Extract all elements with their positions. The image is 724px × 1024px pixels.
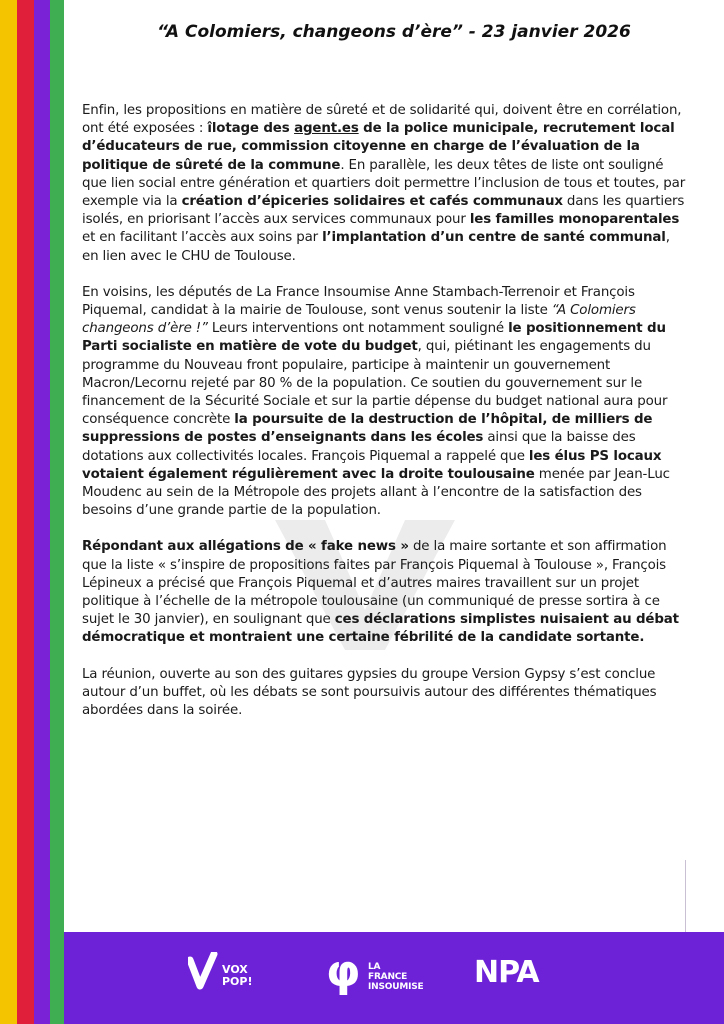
bold-underlined-text: agent.es (294, 121, 359, 137)
vox-v-icon (188, 952, 222, 992)
text-run: , qui, piétinant les engagements du programme du Nouveau front populaire, participe à maintenir un gouvernement Macron/Lecornu rejeté par 80 % de la population. Ce soutien du gouvernement sur le financement de la Sécurité Sociale et sur la partie dépense du budget national aura pour conséquence concrète (82, 339, 668, 428)
stripe-purple (34, 0, 50, 1024)
text-run: . En parallèle, les deux têtes de liste ont souligné que lien social entre génération et quartiers doit permettre l’inclusion de tous et toutes, par exemple via la (82, 157, 686, 210)
vox-pop-logo (188, 952, 258, 1002)
npa-logo: NPA (474, 955, 539, 990)
text-run: En voisins, les députés de La France Insoumise Anne Stambach-Terrenoir et François Piquemal, candidat à la mairie de Toulouse, sont venus soutenir la liste (82, 284, 635, 319)
paragraph (82, 538, 690, 647)
text-run: menée par Jean-Luc Moudenc au sein de la Métropole des projets allant à l’encontre de la satisfaction des besoins d’une grande partie de la population. (82, 466, 670, 519)
italic-text: “A Colomiers changeons d’ère !” (82, 303, 636, 337)
article-body (82, 102, 690, 738)
paragraph (82, 666, 690, 721)
text-run: Leurs interventions ont notamment souligné (207, 321, 509, 337)
stripe-yellow (0, 0, 17, 1024)
bold-text: Répondant aux allégations de « fake news » (82, 539, 409, 555)
text-run: , en lien avec le CHU de Toulouse. (82, 230, 670, 264)
text-run: de la maire sortante et son affirmation que la liste « s’inspire de propositions faites par François Piquemal à Toulouse », François Lépineux a précisé que François Piquemal et d’autres maires travaillent sur un projet politique à l’échelle de la métropole toulousaine (un communiqué de presse sortira à ce sujet le 30 janvier), en soulignant que (82, 539, 667, 628)
stripe-red (17, 0, 34, 1024)
bold-text: la poursuite de la destruction de l’hôpital, de milliers de suppressions de postes d’enseignants dans les écoles (82, 412, 653, 446)
lfi-logo (326, 946, 426, 1004)
bold-text: ces déclarations simplistes nuisaient au débat démocratique et montraient une certaine fébrilité de la candidate sortante. (82, 612, 679, 646)
text-run: ainsi que la baisse des dotations aux collectivités locales. François Piquemal a rappelé que (82, 430, 636, 464)
lfi-text: LA FRANCE INSOUMISE (368, 962, 424, 992)
paragraph (82, 284, 690, 521)
page-title: “A Colomiers, changeons d’ère” - 23 janvier 2026 (157, 22, 631, 42)
text-run: Enfin, les propositions en matière de sûreté et de solidarité qui, doivent être en corrélation, ont été exposées : (82, 103, 682, 137)
bold-text: création d’épiceries solidaires et cafés communaux (181, 194, 563, 210)
bold-text: îlotage des (207, 121, 295, 137)
bold-text: le positionnement du Parti socialiste en matière de vote du budget (82, 321, 666, 355)
paragraph (82, 102, 690, 266)
divider-line (685, 860, 686, 932)
footer-banner (64, 932, 724, 1024)
text-run: et en facilitant l’accès aux soins par (82, 230, 323, 246)
bold-text: les élus PS locaux votaient également régulièrement avec la droite toulousaine (82, 448, 662, 482)
phi-icon: φ (326, 946, 361, 997)
bold-text: les familles monoparentales (469, 212, 680, 228)
bold-text: l’implantation d’un centre de santé communal (322, 230, 666, 246)
vox-pop-text: VOX POP! (222, 963, 253, 988)
bold-text: de la police municipale, recrutement local d’éducateurs de rue, commission citoyenne en charge de l’évaluation de la politique de sûreté de la commune (82, 121, 675, 173)
text-run: dans les quartiers isolés, en priorisant l’accès aux services communaux pour (82, 194, 685, 228)
text-run: La réunion, ouverte au son des guitares gypsies du groupe Version Gypsy s’est conclue autour d’un buffet, où les débats se sont poursuivis autour des différentes thématiques abordées dans la soirée. (82, 666, 657, 719)
stripe-green (50, 0, 64, 1024)
